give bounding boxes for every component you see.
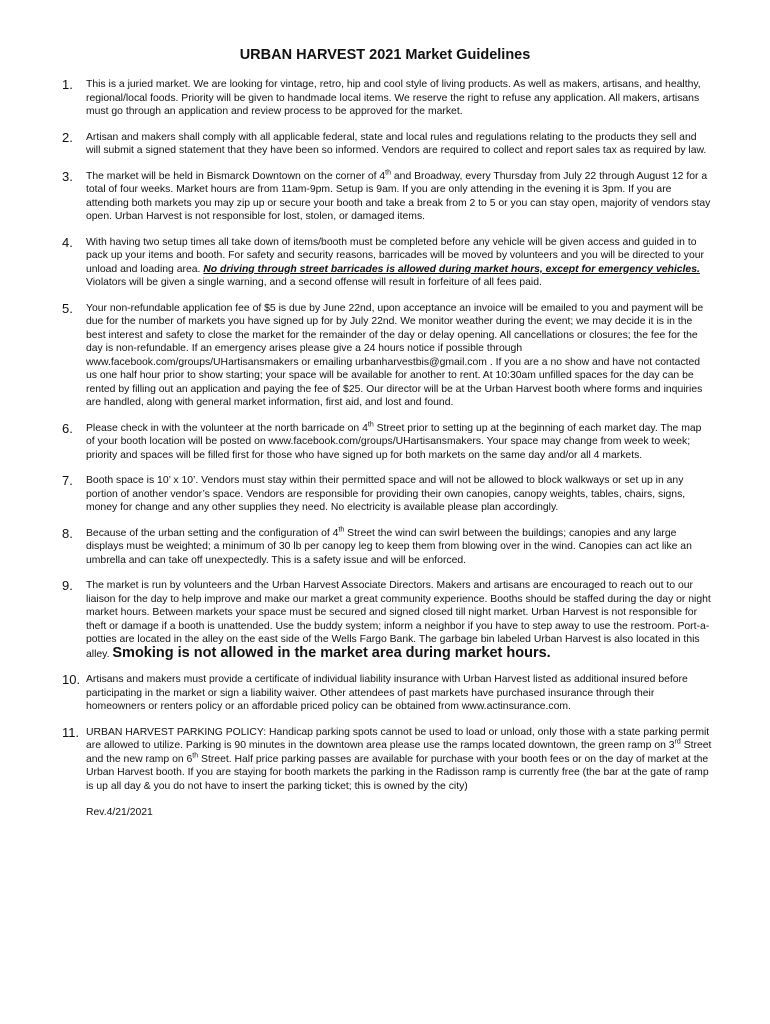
document-title: URBAN HARVEST 2021 Market Guidelines: [239, 47, 531, 63]
item-number: 11.: [62, 724, 80, 740]
item-number: 2.: [62, 129, 73, 145]
item-number: 8.: [62, 525, 73, 541]
item-text: URBAN HARVEST PARKING POLICY: Handicap parking spots cannot be used to load or unload, only those with a state parking permit are allowed to utilize. Parking is 90 minutes in the downtown area please use the ramps located downtown, the green ramp on 3rd Street and the new ramp on 6th Street. Half price parking passes are available for purchase with your booth fees or on the day of market at the Urban Harvest booth. If you are staying for booth markets the parking in the Radisson ramp is currently free (the bar at the gate of ramp is up all day & you do not have to insert the parking ticket; this is owned by the city): [86, 726, 712, 792]
item-number: 3.: [62, 168, 73, 184]
guideline-item-9: [62, 579, 712, 661]
guideline-item-11: [62, 726, 712, 794]
revision-date: Rev.4/21/2021: [86, 807, 153, 818]
item-number: 5.: [62, 300, 73, 316]
guideline-item-2: [62, 131, 712, 158]
item-text: Please check in with the volunteer at the north barricade on 4th Street prior to setting up at the beginning of each market day. The map of your booth location will be posted on www.facebook.com/groups/UHartisansmakers. Your space may change from week to week; priority and spaces will be filled first for those who have signed up for both markets on the same day and/or all 4 markets.: [86, 421, 702, 461]
guideline-item-5: [62, 302, 712, 410]
item-text: Artisan and makers shall comply with all applicable federal, state and local rules and regulations relating to the products they sell and will submit a signed statement that they have been so informed. Vendors are required to collect and report sales tax as required by law.: [86, 131, 707, 156]
item-text: Artisans and makers must provide a certificate of individual liability insurance with Urban Harvest listed as additional insured before participating in the market or sign a liability waiver. Other attendees of past markets have purchased insurance through their homeowners or renters policy or an affordable priced policy can be obtained from www.actinsurance.com.: [86, 674, 688, 712]
item-text: The market is run by volunteers and the Urban Harvest Associate Directors. Makers and artisans are encouraged to reach out to our liaison for the day to help improve and make our market a great community experience. Booths should be staffed during the day or night market hours. Between markets your space must be secured and signed closed till night market. Urban Harvest is not responsible for theft or damage if a booth is unattended. Use the buddy system; inform a neighbor if you have to step away to use the restroom. Port-a-potties are located in the alley on the east side of the Wells Fargo Bank. The garbage bin labeled Urban Harvest is also located in this alley. Smoking is not allowed in the market area during market hours.: [86, 580, 711, 661]
guideline-item-4: [62, 236, 712, 290]
guideline-item-3: [62, 170, 712, 224]
item-text: With having two setup times all take down of items/booth must be completed before any vehicle will be given access and guided in to pack up your items and booth. For safety and security reasons, barricades will be moved by volunteers and you will be directed to your unload and loading area. No driving through street barricades is allowed during market hours, except for emergency vehicles. Violators will be given a single warning, and a second offense will result in forfeiture of all fees paid.: [86, 236, 704, 288]
guideline-item-8: [62, 527, 712, 568]
item-text: This is a juried market. We are looking for vintage, retro, hip and cool style of living products. As well as makers, artisans, and healthy, regional/local foods. Priority will be given to handmade local items. We reserve the right to refuse any application. All makers, artisans must go through an application and review process to be approved for the market.: [86, 79, 701, 117]
guideline-item-10: [62, 673, 712, 714]
item-text: Booth space is 10’ x 10’. Vendors must stay within their permitted space and will not be allowed to block walkways or set up in any portion of another vendor’s space. Vendors are responsible for providing their own canopies, canopy weights, tables, chairs, signs, money for change and any other supplies they need. No electricity is available please plan accordingly.: [86, 475, 686, 513]
guideline-item-1: [62, 78, 712, 119]
guideline-item-6: [62, 422, 712, 463]
emphasized-warning: No driving through street barricades is allowed during market hours, except for emergency vehicles.: [203, 263, 700, 275]
item-number: 7.: [62, 473, 73, 488]
smoking-notice: Smoking is not allowed in the market area during market hours.: [112, 644, 551, 661]
guideline-item-7: [62, 474, 712, 515]
item-number: 4.: [62, 234, 73, 250]
item-number: 6.: [62, 420, 73, 436]
item-text: Your non-refundable application fee of $5 is due by June 22nd, upon acceptance an invoice will be emailed to you and payment will be due for the number of markets you have signed up for by July 22nd. We monitor weather during the event; we may decide it is in the best interest and safety to close the market for the remainder of the day or delay opening. All cancellations or closures; the fee for the day is non-refundable. If an emergency arises please give a 24 hours notice if possible through www.facebook.com/groups/UHartisansmakers or emailing urbanharvestbis@gmail.com . If you are a no show and have not contacted us one half hour prior to show starting; your space will be available for another to rent. At 10:30am unfilled spaces for the day can be rented by filling out an application and paying the fee of $25. Our director will be at the Urban Harvest booth where forms and inquiries are handled, along with general market information, first aid, and lost and found.: [86, 302, 704, 408]
guidelines-list: [62, 78, 712, 818]
item-text: Because of the urban setting and the configuration of 4th Street the wind can swirl between the buildings; canopies and any large displays must be weighted; a minimum of 30 lb per canopy leg to keep them from blowing over in the wind. Canopies can act like an umbrella and can take off unexpectedly. This is a safety issue and will be enforced.: [86, 526, 692, 566]
item-number: 1.: [62, 77, 73, 92]
item-number: 9.: [62, 578, 73, 593]
item-text: The market will be held in Bismarck Downtown on the corner of 4th and Broadway, every Thursday from July 22 through August 12 for a total of four weeks. Market hours are from 11am-9pm. Setup is 9am. If you are only attending in the evening it is 3pm. If you are attending both markets you may zip up or secure your booth and take a break from 2 to 5 or you can stay open, majority of vendors stay open. Urban Harvest is not responsible for lost, stolen, or damaged items.: [86, 169, 711, 222]
item-number: 10.: [62, 672, 81, 687]
